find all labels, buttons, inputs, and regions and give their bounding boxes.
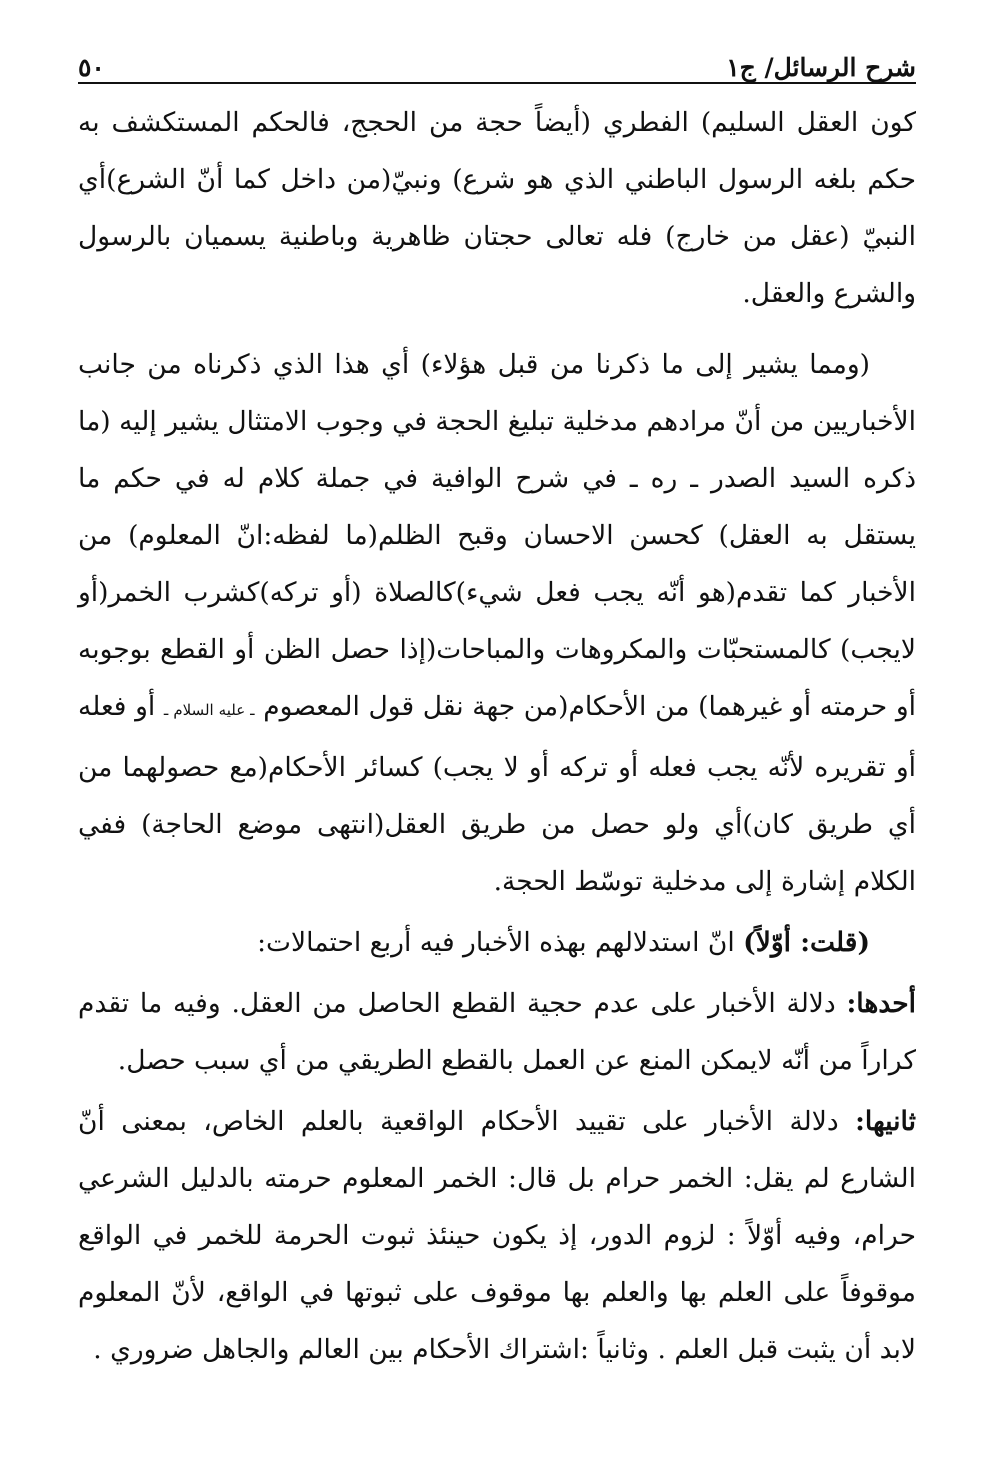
paragraph-2-text-a: (ومما يشير إلى ما ذكرنا من قبل هؤلاء) أي هذا الذي ذكرناه من جانب الأخباريين من أنّ مرادهم مدخلية تبليغ الحجة في وجوب الامتثال يشير إليه (ما ذكره السيد الصدر ـ ره ـ في شرح الوافية في جملة كلام له في حكم ما يستقل به العقل) كحسن الاحسان وقبح الظلم(ما لفظه:انّ المعلوم) من الأخبار كما تقدم(هو أنّه يجب فعل شيء)كالصلاة (أو تركه)كشرب الخمر(أو لايجب) كالمستحبّات والمكروهات والمباحات(إذا حصل الظن أو القطع بوجوبه أو حرمته أو غيرهما) من الأحكام(من جهة نقل قول المعصوم [78, 349, 916, 722]
page-number: ٥٠ [78, 53, 105, 82]
paragraph-4-text: دلالة الأخبار على عدم حجية القطع الحاصل من العقل. وفيه ما تقدم كراراً من أنّه لايمكن المنع عن العمل بالقطع الطريقي من أي سبب حصل. [78, 988, 916, 1076]
paragraph-4 [78, 975, 916, 1089]
paragraph-4-label: أحدها: [846, 988, 916, 1019]
paragraph-3-text: انّ استدلالهم بهذه الأخبار فيه أربع احتمالات: [257, 927, 744, 958]
paragraph-3-label: (قلت: أوّلاً) [743, 927, 870, 958]
book-page [78, 38, 916, 1428]
running-header [78, 38, 916, 84]
paragraph-5 [78, 1093, 916, 1378]
paragraph-2-text-b: أو فعله أو تقريره لأنّه يجب فعله أو تركه أو لا يجب) كسائر الأحكام(مع حصولهما من أي طريق كان)أي ولو حصل من طريق العقل(انتهى موضع الحاجة) ففي الكلام إشارة إلى مدخلية توسّط الحجة. [78, 691, 916, 897]
running-title: شرح الرسائل/ ج١ [726, 53, 916, 82]
paragraph-1: كون العقل السليم) الفطري (أيضاً حجة من الحجج، فالحكم المستكشف به حكم بلغه الرسول الباطني الذي هو شرع) ونبيّ(من داخل كما أنّ الشرع)أي النبيّ (عقل من خارج) فله تعالى حجتان ظاهرية وباطنية يسميان بالرسول والشرع والعقل. [78, 107, 916, 309]
paragraph-3 [78, 914, 916, 971]
page-body [78, 94, 916, 1378]
paragraph-5-text: دلالة الأخبار على تقييد الأحكام الواقعية بالعلم الخاص، بمعنى أنّ الشارع لم يقل: الخمر حرام بل قال: الخمر المعلوم حرمته بالدليل الشرعي حرام، وفيه أوّلاً : لزوم الدور، إذ يكون حينئذ ثبوت الحرمة للخمر في الواقع موقوفاً على العلم بها والعلم بها موقوف على ثبوتها في الواقع، لأنّ المعلوم لابد أن يثبت قبل العلم . وثانياً :اشتراك الأحكام بين العالم والجاهل ضروري . [78, 1106, 916, 1365]
honorific-note: ـ عليه السلام ـ [163, 701, 255, 719]
paragraph-2 [78, 336, 916, 910]
paragraph-5-label: ثانيها: [855, 1106, 916, 1137]
